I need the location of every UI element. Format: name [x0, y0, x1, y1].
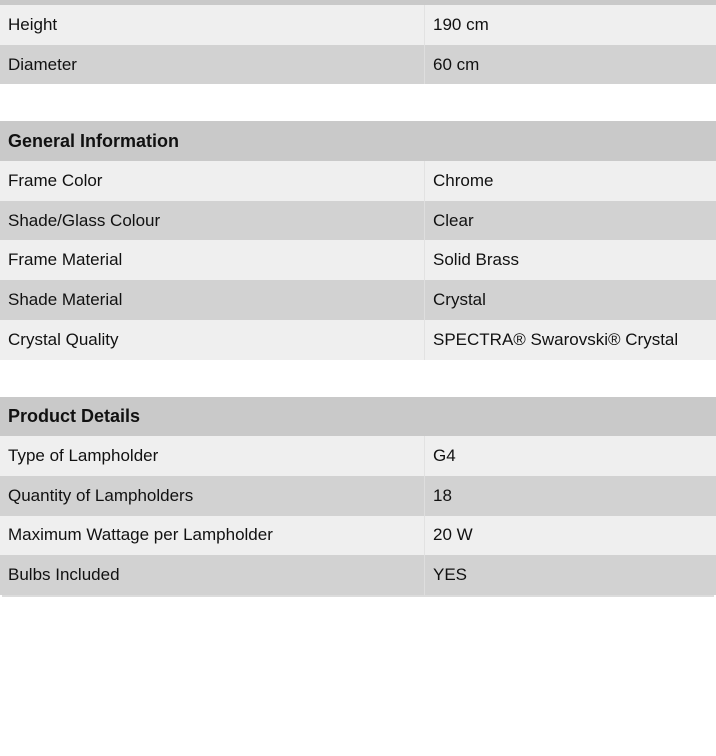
spec-label: Diameter: [0, 45, 425, 85]
table-row: [0, 5, 716, 45]
spec-value: Chrome: [433, 170, 494, 190]
table-row: [0, 280, 716, 320]
spec-label: Shade Material: [0, 280, 425, 320]
spec-value: 60 cm: [433, 54, 480, 74]
spec-value: 18: [433, 485, 452, 505]
table-row: [0, 240, 716, 280]
spec-value: SPECTRA® Swarovski® Crystal: [433, 329, 679, 349]
spec-label: Shade/Glass Colour: [0, 201, 425, 241]
spec-label: Bulbs Included: [0, 555, 425, 595]
section-title: General Information: [0, 121, 716, 161]
dimensions-table: [0, 5, 716, 84]
table-row: [0, 161, 716, 201]
section-title: Product Details: [0, 397, 716, 437]
bottom-divider: [2, 595, 714, 597]
spec-label: Maximum Wattage per Lampholder: [0, 516, 425, 556]
table-row: [0, 516, 716, 556]
section-gap: [0, 84, 716, 121]
spec-label: Quantity of Lampholders: [0, 476, 425, 516]
table-row: [0, 201, 716, 241]
spec-value: G4: [433, 446, 456, 466]
spec-value: Clear: [433, 210, 474, 230]
spec-label: Frame Color: [0, 161, 425, 201]
spec-label: Type of Lampholder: [0, 436, 425, 476]
spec-value: Crystal: [433, 289, 486, 309]
general-information-table: [0, 121, 716, 359]
table-row: [0, 320, 716, 360]
table-row: [0, 476, 716, 516]
product-details-table: [0, 397, 716, 595]
table-row: [0, 45, 716, 85]
spec-value: 20 W: [433, 525, 473, 545]
spec-value: YES: [433, 565, 468, 585]
table-row: [0, 436, 716, 476]
spec-value: 190 cm: [433, 14, 489, 34]
spec-label: Crystal Quality: [0, 320, 425, 360]
table-row: [0, 555, 716, 595]
spec-label: Frame Material: [0, 240, 425, 280]
spec-label: Height: [0, 5, 425, 45]
section-gap: [0, 360, 716, 397]
spec-value: Solid Brass: [433, 250, 519, 270]
